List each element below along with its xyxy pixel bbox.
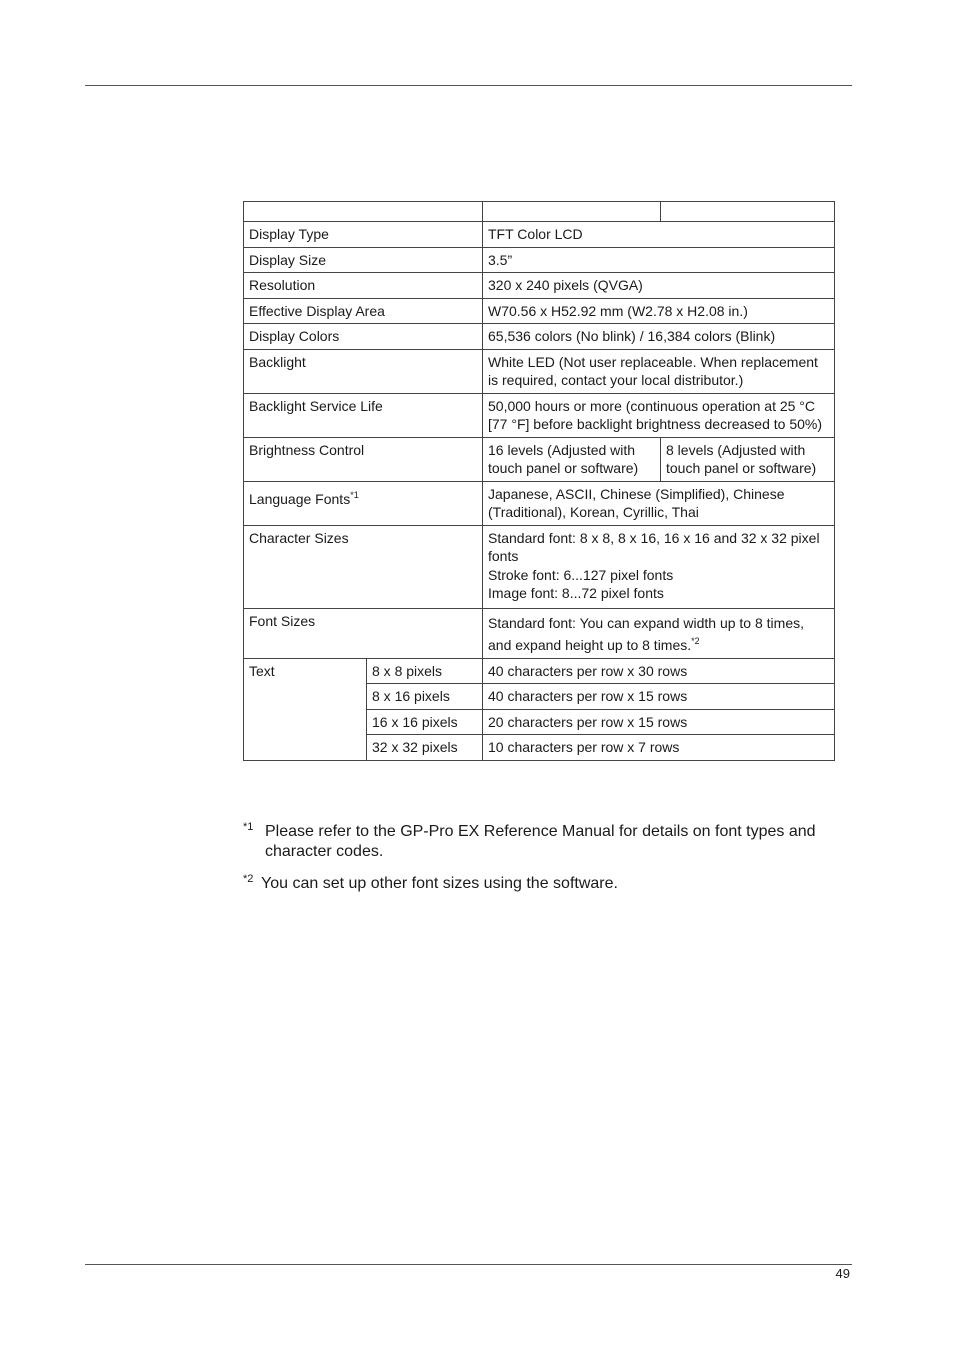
text-capacity: 40 characters per row x 30 rows (483, 658, 835, 684)
row-label: Display Type (244, 222, 483, 248)
row-value-model-a: 16 levels (Adjusted with touch panel or software) (483, 437, 661, 481)
footnote-ref: *2 (691, 635, 700, 646)
row-label: Backlight (244, 349, 483, 393)
row-label: Display Colors (244, 324, 483, 350)
value-line: Standard font: 8 x 8, 8 x 16, 16 x 16 and 32 x 32 pixel fonts (488, 529, 820, 564)
text-capacity: 40 characters per row x 15 rows (483, 684, 835, 710)
footnote-text: Please refer to the GP-Pro EX Reference Manual for details on font types and character codes. (265, 823, 816, 860)
table-row (244, 222, 835, 248)
table-header-row (244, 202, 835, 222)
table-row (244, 437, 835, 481)
row-label: Display Size (244, 247, 483, 273)
row-value: TFT Color LCD (483, 222, 835, 248)
row-value-text: Standard font: You can expand width up to 8 times, and expand height up to 8 times. (488, 614, 804, 653)
row-value: 320 x 240 pixels (QVGA) (483, 273, 835, 299)
value-line: Image font: 8...72 pixel fonts (488, 585, 664, 601)
row-value: Japanese, ASCII, Chinese (Simplified), Chinese (Traditional), Korean, Cyrillic, Thai (483, 481, 835, 525)
header-cell-model-a (483, 202, 661, 222)
row-label: Font Sizes (244, 608, 483, 658)
text-size: 16 x 16 pixels (367, 709, 483, 735)
row-value-model-b: 8 levels (Adjusted with touch panel or software) (661, 437, 835, 481)
row-label: Character Sizes (244, 525, 483, 608)
footnote-text: You can set up other font sizes using the software. (261, 875, 618, 892)
text-size: 8 x 8 pixels (367, 658, 483, 684)
row-value: 3.5” (483, 247, 835, 273)
footnotes (243, 822, 843, 906)
footnote-mark: *2 (243, 873, 254, 885)
table-row (244, 273, 835, 299)
header-rule (85, 85, 852, 86)
row-value (483, 525, 835, 608)
row-value: 65,536 colors (No blink) / 16,384 colors (Blink) (483, 324, 835, 350)
row-label: Brightness Control (244, 437, 483, 481)
row-value: White LED (Not user replaceable. When replacement is required, contact your local distributor.) (483, 349, 835, 393)
table-row (244, 324, 835, 350)
table-row (244, 658, 835, 684)
row-value: W70.56 x H52.92 mm (W2.78 x H2.08 in.) (483, 298, 835, 324)
row-label (244, 481, 483, 525)
header-cell-item (244, 202, 483, 222)
row-label: Resolution (244, 273, 483, 299)
spec-table (243, 201, 835, 761)
page-number: 49 (835, 1266, 850, 1281)
footnote (243, 822, 843, 862)
text-size: 32 x 32 pixels (367, 735, 483, 761)
row-label: Effective Display Area (244, 298, 483, 324)
table-row (244, 393, 835, 437)
row-value (483, 608, 835, 658)
value-line: Stroke font: 6...127 pixel fonts (488, 566, 674, 583)
table-row (244, 298, 835, 324)
footnote (243, 874, 843, 894)
text-capacity: 10 characters per row x 7 rows (483, 735, 835, 761)
table-row (244, 608, 835, 658)
table-row (244, 247, 835, 273)
footer-rule (85, 1264, 852, 1265)
text-group-label: Text (244, 658, 367, 760)
text-capacity: 20 characters per row x 15 rows (483, 709, 835, 735)
table-row (244, 525, 835, 608)
row-value: 50,000 hours or more (continuous operation at 25 °C [77 °F] before backlight brightness decreased to 50%) (483, 393, 835, 437)
row-label-text: Language Fonts (249, 490, 351, 507)
table-row (244, 349, 835, 393)
row-label: Backlight Service Life (244, 393, 483, 437)
table-row (244, 481, 835, 525)
header-cell-model-b (661, 202, 835, 222)
text-size: 8 x 16 pixels (367, 684, 483, 710)
footnote-mark: *1 (243, 821, 254, 833)
footnote-ref: *1 (350, 489, 359, 500)
